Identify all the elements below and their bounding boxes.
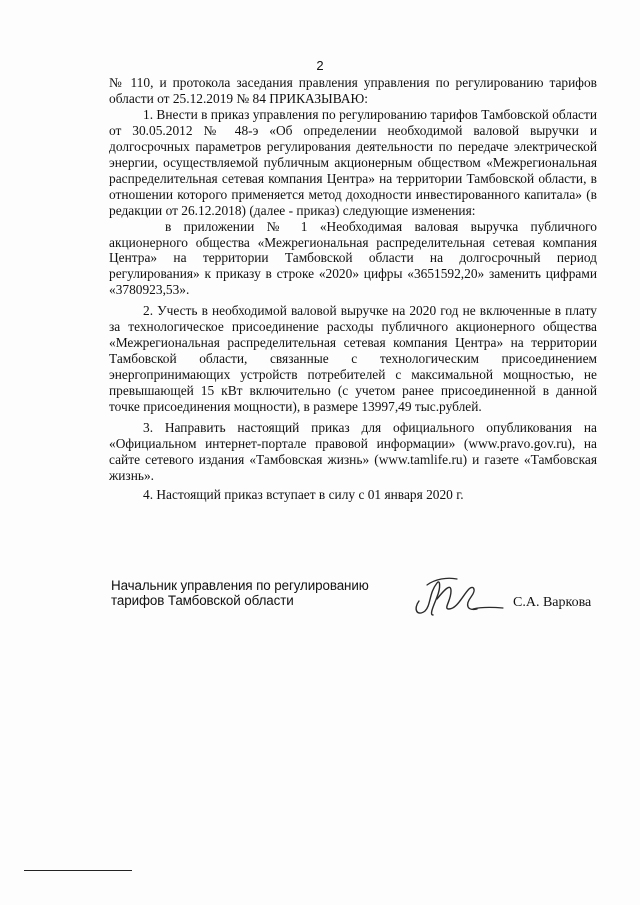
handwritten-signature [407, 571, 507, 621]
signatory-position [111, 579, 369, 608]
paragraph-item-4: 4. Настоящий приказ вступает в силу с 01 января 2020 г. [143, 486, 464, 502]
signature-block [111, 579, 591, 639]
document-body [109, 75, 597, 503]
signatory-name: С.А. Варкова [513, 595, 592, 610]
signatory-position-line-2: тарифов Тамбовской области [111, 592, 294, 608]
paragraph-item-1-subclause: в приложении № 1 «Необходимая валовая выручка публичного акционерного общества «Межрегиональная распределительная сетевая компания Центра» на территории Тамбовской области на долгосрочный период регулирования» к приказу в строке «2020» цифры «3651592,20» заменить цифрами «3780923,53». [109, 218, 597, 298]
signatory-position-line-1: Начальник управления по регулированию [111, 578, 369, 593]
paragraph-continuation: № 110, и протокола заседания правления управления по регулированию тарифов области от 25.12.2019 № 84 ПРИКАЗЫВАЮ: [109, 75, 597, 106]
page-number: 2 [316, 58, 324, 73]
paragraph-item-2: 2. Учесть в необходимой валовой выручке на 2020 год не включенные в плату за технологическое присоединение расходы публичного акционерного общества «Межрегиональная распределительная сетевая компания Центра» на территории Тамбовской области, связанные с технологическим присоединением энергопринимающих устройств потребителей с максимальной мощностью, не превышающей 15 кВт включительно (с учетом ранее присоединенной в данной точке присоединения мощности), в размере 13997,49 тыс.рублей. [109, 303, 597, 415]
paragraph-item-1: 1. Внести в приказ управления по регулированию тарифов Тамбовской области от 30.05.2012 № 48-э «Об определении необходимой валовой выручки и долгосрочных параметров регулирования деятельности по передаче электрической энергии, осуществляемой публичным акционерным обществом «Межрегиональная распределительная сетевая компания Центра» на территории Тамбовской области, в отношении которого применяется метод доходности инвестированного капитала» (в редакции от 26.12.2018) (далее - приказ) следующие изменения: [109, 106, 597, 218]
footnote-divider [24, 870, 132, 871]
paragraph-item-3: 3. Направить настоящий приказ для официального опубликования на «Официальном интернет-портале правовой информации» (www.pravo.gov.ru), на сайте сетевого издания «Тамбовская жизнь» (www.tamlife.ru) и газете «Тамбовская жизнь». [109, 420, 597, 483]
